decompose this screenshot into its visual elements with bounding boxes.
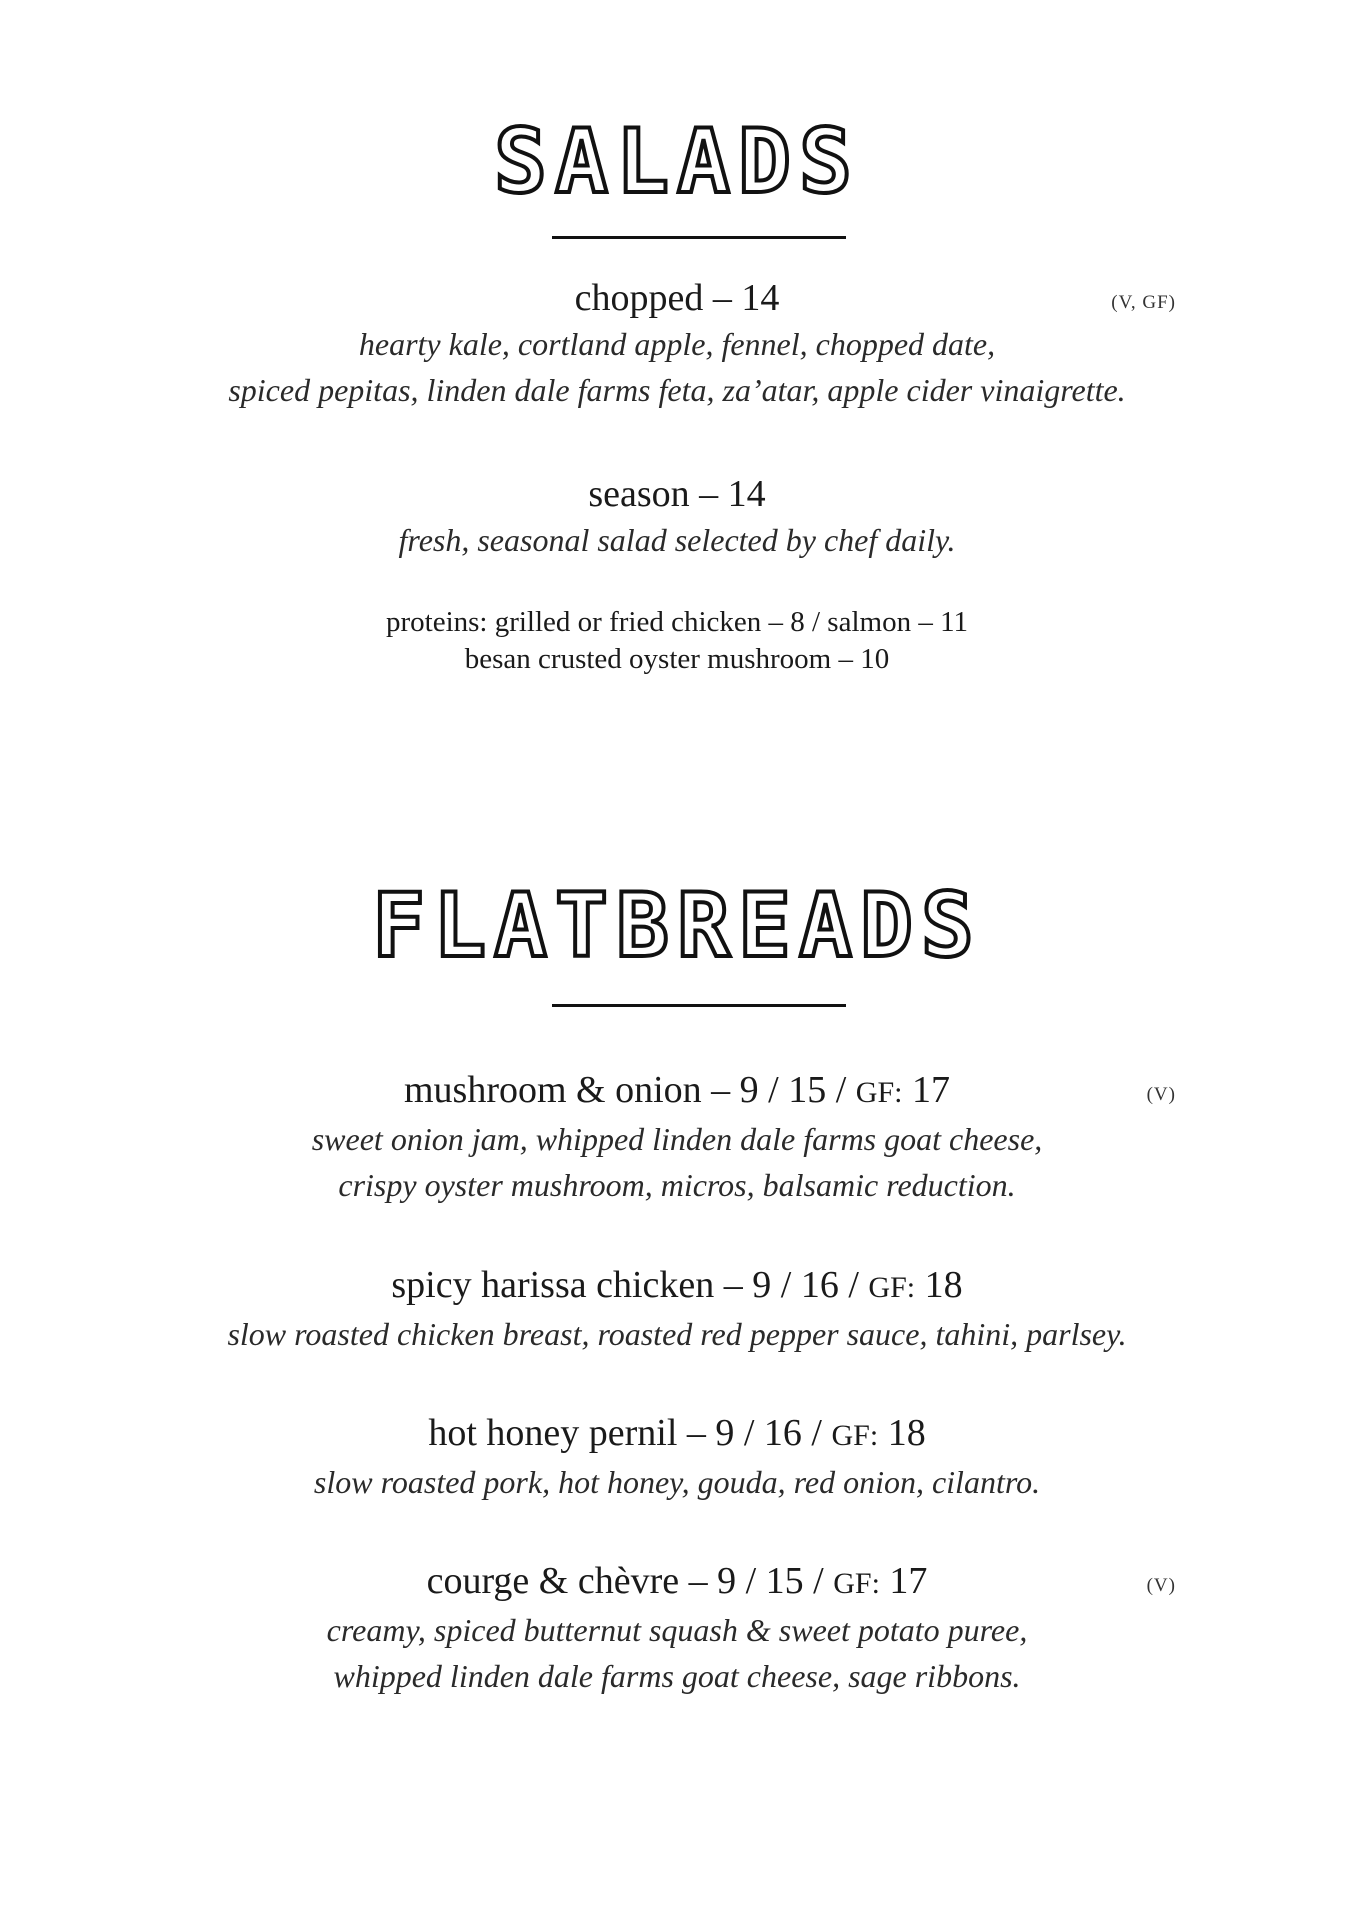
- proteins-line: besan crusted oyster mushroom – 10: [464, 643, 890, 675]
- item-description-line: creamy, spiced butternut squash & sweet potato puree,: [326, 1612, 1028, 1648]
- salads-divider: [552, 236, 846, 239]
- dietary-tag: (V, GF): [1111, 292, 1176, 313]
- flatbread-item-courge-chevre: [200, 1558, 1154, 1699]
- item-description-line: hearty kale, cortland apple, fennel, chopped date,: [358, 326, 996, 362]
- gf-label: GF:: [831, 1419, 879, 1452]
- proteins-line: proteins: grilled or fried chicken – 8 / salmon – 11: [385, 606, 968, 638]
- item-description-line: crispy oyster mushroom, micros, balsamic reduction.: [338, 1167, 1016, 1203]
- flatbread-item-mushroom-onion: [200, 1067, 1154, 1208]
- flatbread-item-hot-honey-pernil: [200, 1410, 1154, 1505]
- gf-price: 18: [924, 1264, 963, 1306]
- gf-label: GF:: [855, 1076, 903, 1109]
- item-description-line: whipped linden dale farms goat cheese, sage ribbons.: [333, 1658, 1021, 1694]
- item-name: hot honey pernil – 9 / 16 /: [428, 1412, 822, 1454]
- gf-price: 18: [887, 1412, 926, 1454]
- item-name: season – 14: [588, 473, 766, 515]
- item-name-line: [200, 1262, 1154, 1311]
- item-name: courge & chèvre – 9 / 15 /: [426, 1560, 824, 1602]
- item-name: spicy harissa chicken – 9 / 16 /: [391, 1264, 859, 1306]
- item-description-line: slow roasted pork, hot honey, gouda, red onion, cilantro.: [313, 1464, 1041, 1500]
- item-description-line: slow roasted chicken breast, roasted red pepper sauce, tahini, parlsey.: [227, 1316, 1127, 1352]
- salad-item-season: [200, 471, 1154, 563]
- item-name-line: [200, 1067, 1154, 1116]
- proteins-note: [200, 604, 1154, 678]
- gf-price: 17: [889, 1560, 928, 1602]
- salads-heading: SALADS: [494, 110, 860, 213]
- flatbreads-heading: FLATBREADS: [372, 874, 982, 977]
- dietary-tag: (V): [1146, 1084, 1176, 1105]
- gf-label: GF:: [833, 1567, 880, 1600]
- dietary-tag: (V): [1146, 1575, 1176, 1596]
- flatbread-item-spicy-harissa-chicken: [200, 1262, 1154, 1357]
- salad-item-chopped: [200, 275, 1154, 413]
- item-description-line: spiced pepitas, linden dale farms feta, za’atar, apple cider vinaigrette.: [228, 372, 1126, 408]
- flatbreads-divider: [552, 1004, 846, 1007]
- item-name-line: [200, 1558, 1154, 1607]
- item-name-line: [200, 1410, 1154, 1459]
- item-name: mushroom & onion – 9 / 15 /: [404, 1069, 847, 1111]
- item-name: chopped – 14: [574, 277, 780, 319]
- item-description-line: fresh, seasonal salad selected by chef daily.: [398, 522, 956, 558]
- gf-label: GF:: [868, 1271, 916, 1304]
- gf-price: 17: [911, 1069, 950, 1111]
- item-description-line: sweet onion jam, whipped linden dale farms goat cheese,: [311, 1121, 1043, 1157]
